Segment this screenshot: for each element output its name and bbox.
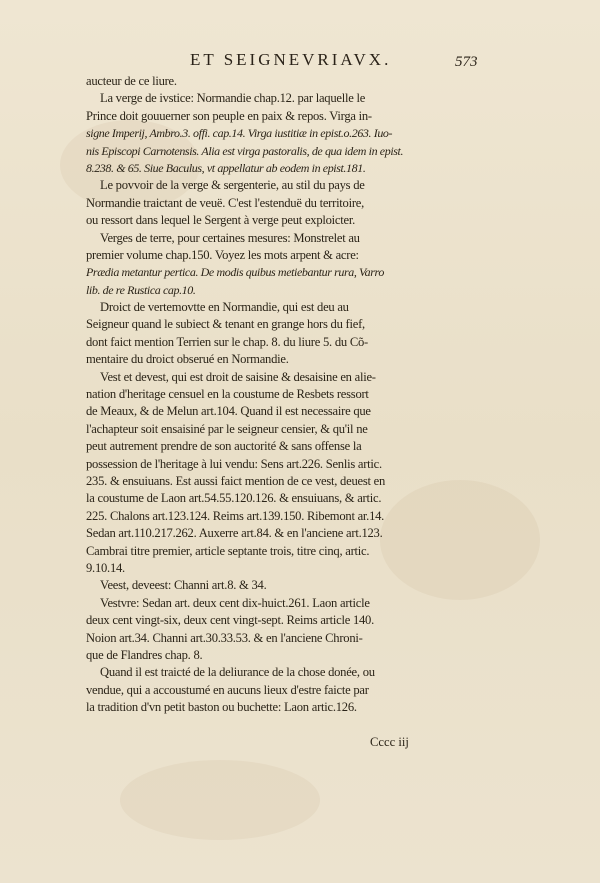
text-line: Seigneur quand le subiect & tenant en grange hors du fief,: [86, 317, 365, 332]
text-line: possession de l'heritage à lui vendu: Sens art.226. Senlis artic.: [86, 456, 382, 471]
page-number: 573: [455, 54, 478, 70]
text-line: Sedan art.110.217.262. Auxerre art.84. & en l'anciene art.123.: [86, 526, 383, 541]
text-line: nation d'heritage censuel en la coustume de Resbets ressort: [86, 387, 369, 402]
text-line: de Meaux, & de Melun art.104. Quand il est necessaire que: [86, 404, 371, 419]
text-line: lib. de re Rustica cap.10.: [86, 282, 196, 297]
text-line: Cambrai titre premier, article septante trois, titre cinq, artic.: [86, 543, 370, 558]
text-line: Vestvre: Sedan art. deux cent dix-huict.261. Laon article: [100, 595, 370, 610]
text-line: Veest, deveest: Channi art.8. & 34.: [100, 578, 267, 593]
text-line: 225. Chalons art.123.124. Reims art.139.150. Ribemont ar.14.: [86, 508, 385, 523]
text-line: vendue, qui a accoustumé en aucuns lieux d'estre faicte par: [86, 682, 369, 697]
text-line: 235. & ensuiuans. Est aussi faict mention de ce vest, deuest en: [86, 473, 386, 488]
text-line: Droict de vertemovtte en Normandie, qui est deu au: [100, 300, 349, 315]
text-line: Quand il est traicté de la deliurance de la chose donée, ou: [100, 665, 375, 680]
text-line: Le povvoir de la verge & sergenterie, au stil du pays de: [100, 178, 365, 193]
text-line: Verges de terre, pour certaines mesures: Monstrelet au: [100, 230, 360, 245]
text-line: que de Flandres chap. 8.: [86, 647, 203, 662]
text-line: l'achapteur soit ensaisiné par le seigneur censier, & qu'il ne: [86, 421, 368, 436]
text-line: la coustume de Laon art.54.55.120.126. & ensuiuans, & artic.: [86, 491, 382, 506]
running-title: ET SEIGNEVRIAVX.: [190, 50, 392, 69]
paper-stain: [120, 760, 320, 840]
text-line: aucteur de ce liure.: [86, 74, 177, 88]
text-line: Normandie traictant de veuë. C'est l'estenduë du territoire,: [86, 195, 365, 210]
text-line: ou ressort dans lequel le Sergent à verge peut exploicter.: [86, 213, 356, 228]
text-line: peut autrement prendre de son auctorité & sans offense la: [86, 439, 362, 454]
text-line: nis Episcopi Carnotensis. Alia est virga pastoralis, de qua idem in epist.: [86, 143, 404, 158]
signature-mark: Cccc iij: [370, 735, 409, 749]
text-line: La verge de ivstice: Normandie chap.12. par laquelle le: [100, 91, 366, 106]
text-line: 9.10.14.: [86, 560, 125, 575]
text-line: dont faict mention Terrien sur le chap. 8. du liure 5. du Cõ-: [86, 334, 368, 349]
text-line: mentaire du droict obserué en Normandie.: [86, 352, 289, 367]
body-text: [86, 73, 486, 716]
text-line: deux cent vingt-six, deux cent vingt-sept. Reims article 140.: [86, 613, 374, 628]
text-line: Prince doit gouuerner son peuple en paix & repos. Virga in-: [86, 108, 372, 123]
text-line: Noion art.34. Channi art.30.33.53. & en l'anciene Chroni-: [86, 630, 363, 645]
text-line: Prædia metantur pertica. De modis quibus metiebantur rura, Varro: [86, 265, 384, 280]
text-line: signe Imperij, Ambro.3. offi. cap.14. Virga iustitiæ in epist.o.263. Iuo-: [86, 126, 393, 141]
text-line: la tradition d'vn petit baston ou buchette: Laon artic.126.: [86, 700, 357, 715]
text-line: premier volume chap.150. Voyez les mots arpent & acre:: [86, 247, 359, 262]
text-line: 8.238. & 65. Siue Baculus, vt appellatur ab eodem in epist.181.: [86, 160, 366, 175]
text-line: Vest et devest, qui est droit de saisine & desaisine en alie-: [100, 369, 376, 384]
